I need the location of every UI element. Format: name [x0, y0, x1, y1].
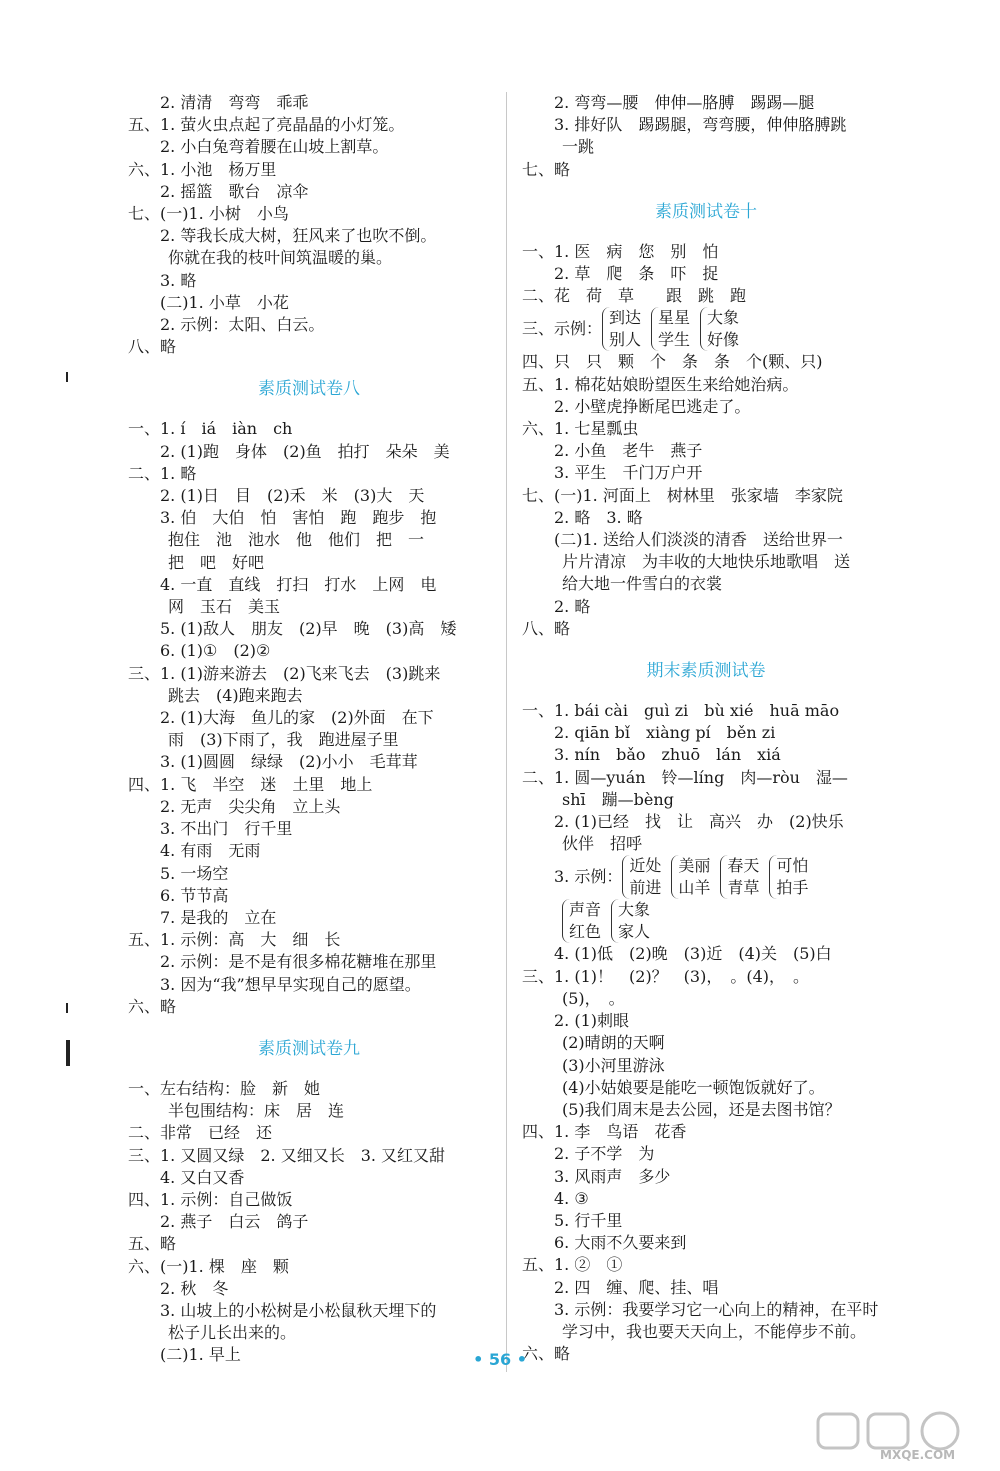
answer-line: 3. 因为“我”想早早实现自己的愿望。 — [160, 974, 421, 994]
answer-line: 七、(一)1. 小树 小鸟 — [128, 204, 289, 224]
scan-mark — [66, 372, 68, 382]
word: 大象 — [707, 308, 740, 328]
right-column — [522, 92, 890, 1365]
example-word-groups — [522, 855, 890, 899]
answer-line: 六、(一)1. 棵 座 颗 — [128, 1256, 289, 1276]
answer-line: (5)， 。 — [562, 988, 625, 1008]
answer-line: 五、1. 萤火虫点起了亮晶晶的小灯笼。 — [128, 115, 405, 135]
answer-line: 2. (1)日 目 (2)禾 米 (3)大 天 — [160, 486, 425, 506]
answer-line: 伙伴 招呼 — [562, 834, 643, 854]
word: 可怕 — [776, 856, 809, 876]
answer-line: 六、略 — [128, 996, 177, 1016]
answer-line: 2. 小壁虎挣断尾巴逃走了。 — [554, 396, 751, 416]
left-column — [128, 92, 490, 1367]
answer-line: 给大地一件雪白的衣裳 — [562, 574, 723, 594]
answer-line: (二)1. 早上 — [160, 1345, 241, 1365]
answer-line: 2. 小鱼 老牛 燕子 — [554, 441, 703, 461]
answer-line: (二)1. 小草 小花 — [160, 292, 289, 312]
answer-line: 3. 风雨声 多少 — [554, 1166, 671, 1186]
answer-line: 5. (1)敌人 朋友 (2)早 晚 (3)高 矮 — [160, 619, 457, 639]
answer-line: 一、左右结构：脸 新 她 — [128, 1078, 321, 1098]
answer-line: 雨 (3)下雨了，我 跑进屋子里 — [168, 730, 399, 750]
answer-line: 学习中，我也要天天向上，不能停步不前。 — [562, 1321, 867, 1341]
answer-line: 2. 秋 冬 — [160, 1278, 229, 1298]
answer-line: 7. 是我的 立在 — [160, 907, 277, 927]
word: 山羊 — [678, 878, 711, 898]
word: 星星 — [658, 308, 691, 328]
answer-line: 跳去 (4)跑来跑去 — [168, 685, 303, 705]
answer-line: shī 蹦—bèng — [562, 789, 674, 809]
answer-line: 5. 一场空 — [160, 863, 229, 883]
answer-line: 2. 示例：太阳、白云。 — [160, 315, 325, 335]
answer-line: 2. (1)刺眼 — [554, 1011, 630, 1031]
answer-line: 2. 等我长成大树，狂风来了也吹不倒。 — [160, 226, 437, 246]
answer-line: 3. nín bǎo zhuō lán xiá — [554, 745, 781, 765]
section-heading: 素质测试卷十 — [655, 201, 757, 222]
answer-line: 4. 又白又香 — [160, 1167, 245, 1187]
word: 声音 — [569, 900, 602, 920]
word: 别人 — [609, 330, 642, 350]
answer-line: 松子儿长出来的。 — [168, 1323, 297, 1343]
answer-line: 2. (1)大海 鱼儿的家 (2)外面 在下 — [160, 708, 434, 728]
answer-line: 3. 不出门 行千里 — [160, 819, 293, 839]
word: 学生 — [658, 330, 691, 350]
answer-line: 2. qiān bǐ xiàng pí běn zi — [554, 723, 776, 743]
answer-line: 五、1. 示例：高 大 细 长 — [128, 930, 341, 950]
answer-line: 四、1. 飞 半空 迷 土里 地上 — [128, 774, 373, 794]
word: 到达 — [609, 308, 642, 328]
page-number: • 56 • — [473, 1350, 527, 1369]
word-group — [651, 307, 690, 351]
answer-line: 2. 无声 尖尖角 立上头 — [160, 796, 341, 816]
answer-line: 6. (1)① (2)② — [160, 641, 271, 661]
answer-line: 一、1. bái cài guì zi bù xié huā māo — [522, 701, 840, 721]
answer-line: 4. (1)低 (2)晚 (3)近 (4)关 (5)白 — [554, 944, 832, 964]
answer-line: 2. 略 3. 略 — [554, 507, 643, 527]
word-group — [769, 855, 808, 899]
answer-line: (3)小河里游泳 — [562, 1055, 665, 1075]
answer-line: 3. (1)圆圆 绿绿 (2)小小 毛茸茸 — [160, 752, 418, 772]
example-label: 三、示例： — [522, 319, 603, 339]
word: 大象 — [618, 900, 651, 920]
column-divider — [506, 92, 507, 1372]
answer-line: 一、1. 医 病 您 别 怕 — [522, 241, 719, 261]
answer-line: 五、1. ② ① — [522, 1255, 623, 1275]
answer-line: 二、1. 圆—yuán 铃—líng 肉—ròu 湿— — [522, 767, 848, 787]
answer-line: 2. (1)跑 身体 (2)鱼 拍打 朵朵 美 — [160, 441, 450, 461]
answer-line: 6. 大雨不久要来到 — [554, 1233, 687, 1253]
answer-line: 七、(一)1. 河面上 树林里 张家墙 李家院 — [522, 485, 843, 505]
answer-line: 3. 略 — [160, 270, 197, 290]
word-group — [562, 899, 601, 943]
answer-line: 4. 一直 直线 打扫 打水 上网 电 — [160, 574, 437, 594]
word: 红色 — [569, 922, 602, 942]
answer-line: 3. 伯 大伯 怕 害怕 跑 跑步 抱 — [160, 508, 437, 528]
answer-line: 3. 排好队 踢踢腿，弯弯腰，伸伸胳膊跳 — [554, 115, 847, 135]
answer-line: 二、非常 已经 还 — [128, 1123, 273, 1143]
answer-line: 二、1. 略 — [128, 463, 197, 483]
answer-line: 六、1. 小池 杨万里 — [128, 159, 277, 179]
answer-line: 2. 子不学 为 — [554, 1144, 655, 1164]
section-heading: 期末素质测试卷 — [646, 661, 766, 682]
answer-line: 四、1. 示例：自己做饭 — [128, 1189, 293, 1209]
answer-line: 2. 四 缠、爬、挂、唱 — [554, 1277, 719, 1297]
answer-line: 一、1. í iá iàn ch — [128, 419, 293, 439]
answer-line: 5. 行千里 — [554, 1210, 623, 1230]
answer-line: 2. 清清 弯弯 乖乖 — [160, 93, 309, 112]
example-label: 3. 示例： — [554, 867, 623, 887]
word-group — [720, 855, 759, 899]
answer-line: 3. 平生 千门万户开 — [554, 463, 703, 483]
word: 美丽 — [678, 856, 711, 876]
answer-line: (2)晴朗的天啊 — [562, 1033, 665, 1053]
answer-line: 2. 示例：是不是有很多棉花糖堆在那里 — [160, 952, 437, 972]
answer-line: 一跳 — [562, 137, 595, 157]
watermark-url: MXQE.COM — [880, 1448, 956, 1462]
example-word-groups — [522, 307, 890, 351]
answer-line: 你就在我的枝叶间筑温暖的巢。 — [168, 248, 393, 268]
answer-line: 五、略 — [128, 1234, 177, 1254]
word-group — [700, 307, 739, 351]
word: 前进 — [629, 878, 662, 898]
answer-line: 四、只 只 颗 个 条 条 个(颗、只) — [522, 352, 823, 372]
answer-line: 二、花 荷 草 跟 跳 跑 — [522, 286, 747, 306]
answer-line: (4)小姑娘要是能吃一顿饱饭就好了。 — [562, 1077, 825, 1097]
word-group — [602, 307, 641, 351]
word: 青草 — [727, 878, 760, 898]
answer-line: 2. 摇篮 歌台 凉伞 — [160, 181, 309, 201]
answer-line: 6. 节节高 — [160, 885, 229, 905]
word: 拍手 — [776, 878, 809, 898]
section-heading: 素质测试卷九 — [258, 1038, 360, 1059]
answer-line: 三、1. (1)！ (2)？ (3)， 。(4)， 。 — [522, 966, 810, 986]
answer-line: 八、略 — [522, 618, 571, 638]
section-heading: 素质测试卷八 — [258, 379, 360, 400]
answer-line: 三、1. 又圆又绿 2. 又细又长 3. 又红又甜 — [128, 1145, 446, 1165]
example-word-groups — [522, 899, 890, 943]
word: 好像 — [707, 330, 740, 350]
answer-line: 3. 示例：我要学习它一心向上的精神，在平时 — [554, 1299, 879, 1319]
word: 家人 — [618, 922, 651, 942]
answer-line: (二)1. 送给人们淡淡的清香 送给世界一 — [554, 530, 843, 550]
answer-line: 4. 有雨 无雨 — [160, 841, 261, 861]
answer-line: 网 玉石 美玉 — [168, 597, 281, 617]
word: 近处 — [629, 856, 662, 876]
answer-line: 把 吧 好吧 — [168, 552, 265, 572]
answer-line: 2. 略 — [554, 596, 591, 616]
answer-line: 2. 草 爬 条 吓 捉 — [554, 264, 719, 284]
answer-line: 六、1. 七星瓢虫 — [522, 419, 639, 439]
word-group — [671, 855, 710, 899]
answer-line: 2. 小白兔弯着腰在山坡上割草。 — [160, 137, 389, 157]
answer-line: 抱住 池 池水 他 他们 把 一 — [168, 530, 425, 550]
answer-line: 八、略 — [128, 337, 177, 357]
answer-line: 四、1. 李 鸟语 花香 — [522, 1122, 687, 1142]
answer-line: 4. ③ — [554, 1188, 589, 1208]
answer-line: 2. 燕子 白云 鸽子 — [160, 1212, 309, 1232]
scan-mark — [66, 1040, 70, 1066]
answer-line: 2. (1)已经 找 让 高兴 办 (2)快乐 — [554, 812, 844, 832]
scan-mark — [66, 1003, 68, 1013]
answer-line: 2. 弯弯—腰 伸伸—胳膊 踢踢—腿 — [554, 93, 815, 112]
answer-line: (5)我们周末是去公园，还是去图书馆？ — [562, 1099, 841, 1119]
answer-line: 片片清凉 为丰收的大地快乐地歌唱 送 — [562, 552, 851, 572]
answer-line: 三、1. (1)游来游去 (2)飞来飞去 (3)跳来 — [128, 663, 441, 683]
answer-line: 半包围结构：床 居 连 — [168, 1101, 345, 1121]
word: 春天 — [727, 856, 760, 876]
answer-line: 五、1. 棉花姑娘盼望医生来给她治病。 — [522, 374, 799, 394]
answer-line: 七、略 — [522, 159, 571, 179]
answer-line: 3. 山坡上的小松树是小松鼠秋天埋下的 — [160, 1300, 437, 1320]
word-group — [622, 855, 661, 899]
word-group — [611, 899, 650, 943]
answer-line: 六、略 — [522, 1344, 571, 1364]
